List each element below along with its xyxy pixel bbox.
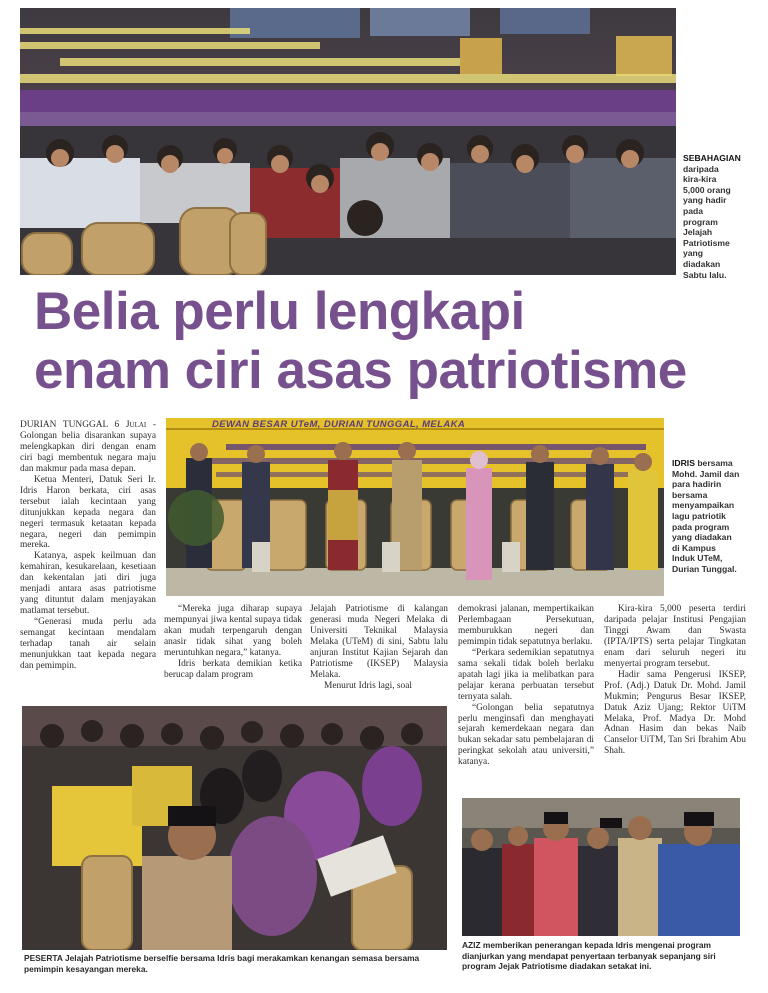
stage-photo-caption (672, 458, 764, 575)
audience-caption-lead: SEBAHAGIAN (683, 153, 741, 163)
stage-caption-line: lagu patriotik (672, 510, 726, 521)
stage-photo (166, 418, 664, 596)
stage-caption-lead: IDRIS (672, 458, 695, 468)
article-paragraph: demokrasi jalanan, mempertikaikan Perlembagaan Persekutuan, memburukkan negeri dan pemimpin tidak sepatutnya berlaku. (458, 604, 594, 647)
audience-caption-line: diadakan (683, 258, 721, 269)
audience-photo-caption (683, 153, 765, 280)
audience-caption-line: yang hadir (683, 195, 727, 206)
article-paragraph: Kira-kira 5,000 peserta terdiri daripada pelajar Institusi Pengajian Tinggi Awam dan Swasta (IPTA/IPTS) serta pelajar Tingkatan enam dari seluruh negeri itu menyertai program tersebut. (604, 604, 746, 669)
stage-caption-line: menyampaikan (672, 500, 735, 511)
audience-caption-line: Sabtu lalu. (683, 269, 727, 280)
article-column-5 (604, 604, 746, 757)
stage-caption-line: bersama (672, 489, 708, 500)
selfie-photo-caption: PESERTA Jelajah Patriotisme berselfie bersama Idris bagi merakamkan kenangan semasa bersama pemimpin kesayangan mereka. (24, 953, 420, 974)
selfie-photo (22, 706, 447, 950)
stage-caption-line: yang diadakan (672, 532, 732, 543)
stage-caption-line: bersama (697, 458, 733, 468)
audience-caption-line: daripada (683, 163, 719, 174)
article-paragraph: Katanya, aspek keilmuan dan kemahiran, kesukarelaan, kesetiaan dan kekentalan jati diri juga menjadi antara asas patriotisme yang dituntut dalam menjayakan matlamat tersebut. (20, 551, 156, 617)
stage-caption-line: Mohd. Jamil dan (672, 468, 740, 479)
audience-caption-line: yang (683, 248, 704, 259)
article-paragraph: Jelajah Patriotisme di kalangan generasi muda Negeri Melaka di Universiti Teknikal Malaysia Melaka (UTeM) di sini, Sabtu lalu anjuran Institut Kajian Sejarah dan Patriotisme (IKSEP) Malaysia Melaka. (310, 604, 448, 680)
article-paragraph: Menurut Idris lagi, soal (324, 680, 413, 691)
exhibit-photo-caption: AZIZ memberikan penerangan kepada Idris mengenai program dianjurkan yang mendapat penyertaan terbanyak sepanjang siri program Jejak Patriotisme diadakan setakat ini. (462, 940, 716, 971)
stage-caption-line: di Kampus (672, 542, 716, 553)
stage-caption-line: Durian Tunggal. (672, 563, 737, 574)
article-column-3 (310, 604, 448, 692)
headline-line-1: Belia perlu lengkapi (34, 282, 525, 341)
article-headline (34, 282, 754, 400)
article-paragraph: Hadir sama Pengerusi IKSEP, Prof. (Adj.) Datuk Dr. Mohd. Jamil Mukmin; Pengurus Besar IKSEP, Datuk Aziz Ujang; Rektor UiTM Melaka, Prof. Madya Dr. Mohd Adnan Hasim dan bekas Naib Canselor UiTM, Tan Sri Ibrahim Abu Shah. (604, 669, 746, 757)
article-dateline: DURIAN TUNGGAL 6 Julai (20, 420, 147, 430)
audience-hall-photo (20, 8, 676, 275)
stage-banner-text: DEWAN BESAR UTeM, DURIAN TUNGGAL, MELAKA (212, 419, 466, 430)
stage-caption-line: Induk UTeM, (672, 553, 723, 564)
exhibit-visit-photo (462, 798, 740, 936)
article-paragraph: “Perkara sedemikian sepatutnya sama sekali tidak boleh berlaku apatah lagi jika ia melibatkan para pelajar kerana perbuatan tersebut ternyata salah. (458, 647, 594, 702)
article-paragraph: “Golongan belia sepatutnya perlu menginsafi dan menghayati sejarah kemerdekaan negara dan bukan sekadar satu pembelajaran di peringkat sekolah atau universiti,” katanya. (458, 702, 594, 768)
article-paragraph: Idris berkata demikian ketika berucap dalam program (164, 658, 302, 680)
audience-caption-line: 5,000 orang (683, 184, 731, 195)
article-column-2 (164, 604, 302, 681)
article-paragraph: Ketua Menteri, Datuk Seri Ir. Idris Haron berkata, ciri asas tersebut ialah kecintaan yang ditunjukkan kepada negara dan negeri termasuk ketaatan kepada negara, negeri dan pemimpin mereka. (20, 474, 156, 551)
article-column-1 (20, 420, 156, 672)
stage-caption-line: pada program (672, 521, 730, 532)
audience-caption-line: kira-kira (683, 174, 717, 185)
article-paragraph: “Mereka juga diharap supaya mempunyai jiwa kental supaya tidak akan mudah terpengaruh dengan anasir tidak sihat yang boleh meruntuhkan negara,” katanya. (164, 604, 302, 658)
headline-line-2: enam ciri asas patriotisme (34, 341, 687, 400)
article-lead-text: - Golongan belia disarankan supaya melengkapkan diri dengan enam ciri bagi membentuk negara maju dan makmur pada masa depan. (20, 420, 157, 474)
stage-caption-line: para hadirin (672, 479, 722, 490)
article-paragraph: “Generasi muda perlu ada semangat kecintaan mendalam terhadap tanah air selain menunjukkan taat kepada negara dan pemimpin. (20, 617, 156, 671)
audience-caption-line: program (683, 216, 718, 227)
audience-caption-line: Patriotisme (683, 237, 730, 248)
article-column-4 (458, 604, 594, 768)
audience-caption-line: pada (683, 205, 704, 216)
article-paragraph (20, 420, 156, 475)
audience-caption-line: Jelajah (683, 227, 713, 238)
